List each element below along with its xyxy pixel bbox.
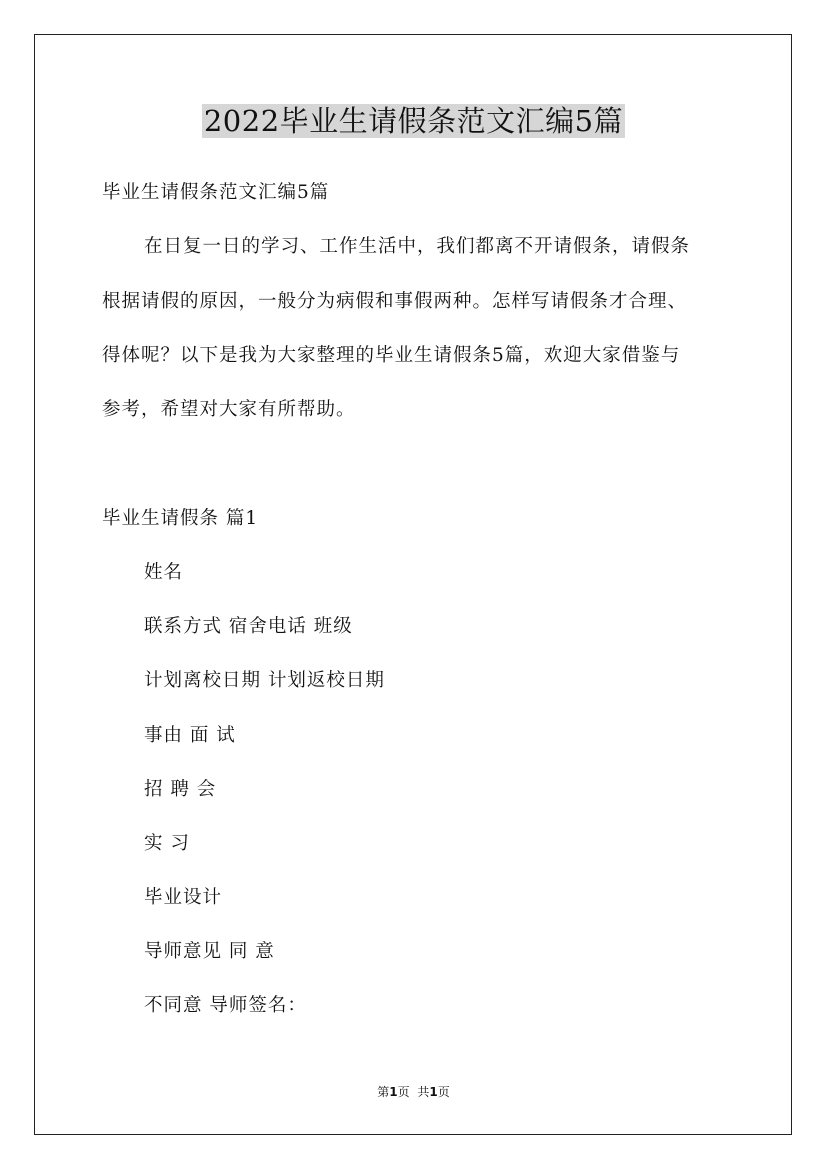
page-footer (0, 1083, 827, 1101)
form-line-dates: 计划离校日期 计划返校日期 (144, 670, 385, 691)
intro-line-1: 在日复一日的学习、工作生活中，我们都离不开请假条，请假条 (144, 236, 691, 257)
form-line-internship: 实 习 (144, 833, 190, 854)
footer-total-suffix: 页 (437, 1085, 450, 1099)
document-title (0, 100, 827, 142)
form-line-advisor-signature: 不同意 导师签名： (144, 995, 307, 1016)
form-line-contact: 联系方式 宿舍电话 班级 (144, 616, 353, 637)
form-line-graduation-design: 毕业设计 (144, 887, 223, 908)
document-subtitle: 毕业生请假条范文汇编5篇 (102, 182, 330, 203)
section-heading: 毕业生请假条 篇1 (102, 508, 259, 529)
form-line-reason: 事由 面 试 (144, 725, 236, 746)
intro-line-2: 根据请假的原因，一般分为病假和事假两种。怎样写请假条才合理、 (102, 291, 688, 312)
footer-page-prefix: 第 (377, 1085, 390, 1099)
document-title-text: 2022毕业生请假条范文汇编5篇 (203, 104, 624, 138)
footer-page-number: 1 (389, 1085, 398, 1099)
form-line-advisor-opinion: 导师意见 同 意 (144, 941, 275, 962)
intro-line-4: 参考，希望对大家有所帮助。 (102, 399, 356, 420)
intro-line-3: 得体呢？以下是我为大家整理的毕业生请假条5篇，欢迎大家借鉴与 (102, 345, 681, 366)
footer-total-prefix: 共 (417, 1085, 430, 1099)
form-line-name: 姓名 (144, 562, 184, 583)
form-line-job-fair: 招 聘 会 (144, 779, 217, 800)
footer-page-suffix: 页 (397, 1085, 410, 1099)
footer-total-number: 1 (429, 1085, 438, 1099)
